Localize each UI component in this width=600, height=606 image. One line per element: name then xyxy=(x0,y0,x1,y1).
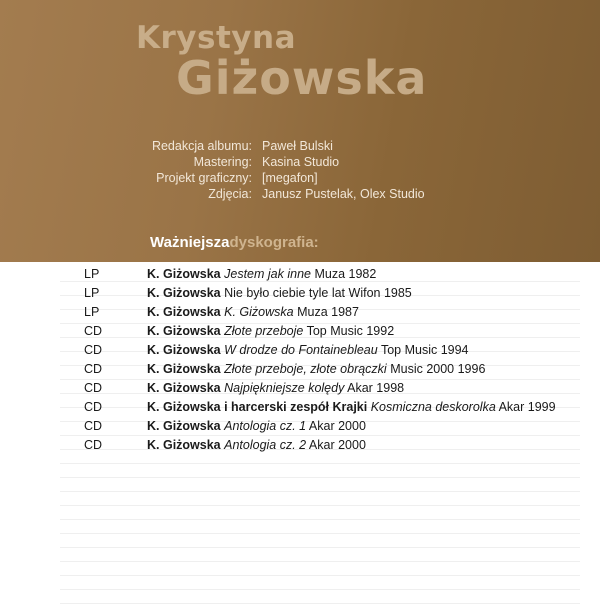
disc-label-year: Wifon 1985 xyxy=(348,285,412,300)
discography-row xyxy=(80,417,580,436)
disc-artist: K. Giżowska xyxy=(147,266,221,281)
credit-role: Projekt graficzny: xyxy=(156,171,252,185)
artist-first-name: Krystyna xyxy=(136,20,296,56)
discography-row xyxy=(80,264,580,283)
disc-title: Złote przeboje, złote obrączki xyxy=(224,362,387,377)
discography-heading-part2: dyskografia: xyxy=(229,234,319,251)
disc-title: Antologia cz. 1 xyxy=(224,419,307,434)
disc-format: CD xyxy=(84,342,103,357)
disc-entry xyxy=(147,400,556,414)
artist-last-name: Giżowska xyxy=(176,51,428,105)
disc-artist: K. Giżowska i harcerski zespół Krajki xyxy=(147,400,368,415)
header-panel xyxy=(0,0,600,262)
discography-row xyxy=(80,321,580,340)
credit-row xyxy=(110,187,510,203)
disc-entry xyxy=(147,305,359,319)
disc-entry xyxy=(147,419,366,433)
show-through-line xyxy=(60,492,580,506)
disc-label-year: Akar 1999 xyxy=(498,400,556,415)
credit-name: [megafon] xyxy=(262,171,318,185)
disc-label-year: Music 2000 1996 xyxy=(390,362,486,377)
disc-artist: K. Giżowska xyxy=(147,323,221,338)
discography-list xyxy=(80,264,580,455)
credit-row xyxy=(110,155,510,171)
disc-title: Antologia cz. 2 xyxy=(224,438,307,453)
show-through-line xyxy=(60,562,580,576)
disc-artist: K. Giżowska xyxy=(147,304,221,319)
disc-artist: K. Giżowska xyxy=(147,419,221,434)
show-through-line xyxy=(60,506,580,520)
disc-format: CD xyxy=(84,419,103,434)
credit-row xyxy=(110,139,510,155)
disc-entry xyxy=(147,267,376,281)
credit-row xyxy=(110,171,510,187)
discography-row xyxy=(80,340,580,359)
credit-name: Janusz Pustelak, Olex Studio xyxy=(262,187,425,201)
discography-row xyxy=(80,302,580,321)
disc-entry xyxy=(147,343,469,357)
discography-row xyxy=(80,359,580,378)
credit-role: Redakcja albumu: xyxy=(151,139,252,153)
show-through-line xyxy=(60,464,580,478)
disc-entry xyxy=(147,381,404,395)
credit-name: Paweł Bulski xyxy=(262,139,333,153)
disc-artist: K. Giżowska xyxy=(147,438,221,453)
disc-format: LP xyxy=(84,285,100,300)
disc-format: CD xyxy=(84,438,103,453)
disc-artist: K. Giżowska xyxy=(147,342,221,357)
disc-title: W drodze do Fontainebleau xyxy=(224,342,378,357)
credits-list xyxy=(110,139,510,203)
disc-label-year: Akar 1998 xyxy=(347,381,405,396)
disc-label-year: Top Music 1994 xyxy=(380,342,469,357)
disc-label-year: Muza 1982 xyxy=(314,266,377,281)
disc-entry xyxy=(147,362,485,376)
disc-format: LP xyxy=(84,266,100,281)
show-through-line xyxy=(60,548,580,562)
credit-role: Zdjęcia: xyxy=(208,187,252,201)
disc-title: Nie było ciebie tyle lat xyxy=(224,285,346,300)
discography-heading xyxy=(150,234,319,251)
show-through-line xyxy=(60,534,580,548)
disc-format: CD xyxy=(84,381,103,396)
show-through-line xyxy=(60,576,580,590)
disc-title: Kosmiczna deskorolka xyxy=(370,400,496,415)
disc-title: Złote przeboje xyxy=(224,323,304,338)
show-through-line xyxy=(60,520,580,534)
disc-label-year: Top Music 1992 xyxy=(306,323,395,338)
disc-entry xyxy=(147,286,412,300)
disc-format: LP xyxy=(84,304,100,319)
discography-row xyxy=(80,398,580,417)
disc-entry xyxy=(147,324,394,338)
discography-row xyxy=(80,379,580,398)
disc-artist: K. Giżowska xyxy=(147,381,221,396)
disc-title: K. Giżowska xyxy=(224,304,294,319)
discography-row xyxy=(80,436,580,455)
show-through-line xyxy=(60,590,580,604)
discography-row xyxy=(80,283,580,302)
disc-artist: K. Giżowska xyxy=(147,285,221,300)
credit-name: Kasina Studio xyxy=(262,155,340,169)
disc-title: Jestem jak inne xyxy=(224,266,311,281)
disc-label-year: Akar 2000 xyxy=(308,438,366,453)
discography-heading-part1: Ważniejsza xyxy=(150,234,230,251)
credit-role: Mastering: xyxy=(193,155,252,169)
show-through-line xyxy=(60,478,580,492)
disc-title: Najpiękniejsze kolędy xyxy=(224,381,345,396)
disc-format: CD xyxy=(84,323,103,338)
disc-artist: K. Giżowska xyxy=(147,362,221,377)
disc-entry xyxy=(147,438,366,452)
disc-format: CD xyxy=(84,400,103,415)
disc-format: CD xyxy=(84,362,103,377)
disc-label-year: Akar 2000 xyxy=(308,419,366,434)
disc-label-year: Muza 1987 xyxy=(297,304,359,319)
